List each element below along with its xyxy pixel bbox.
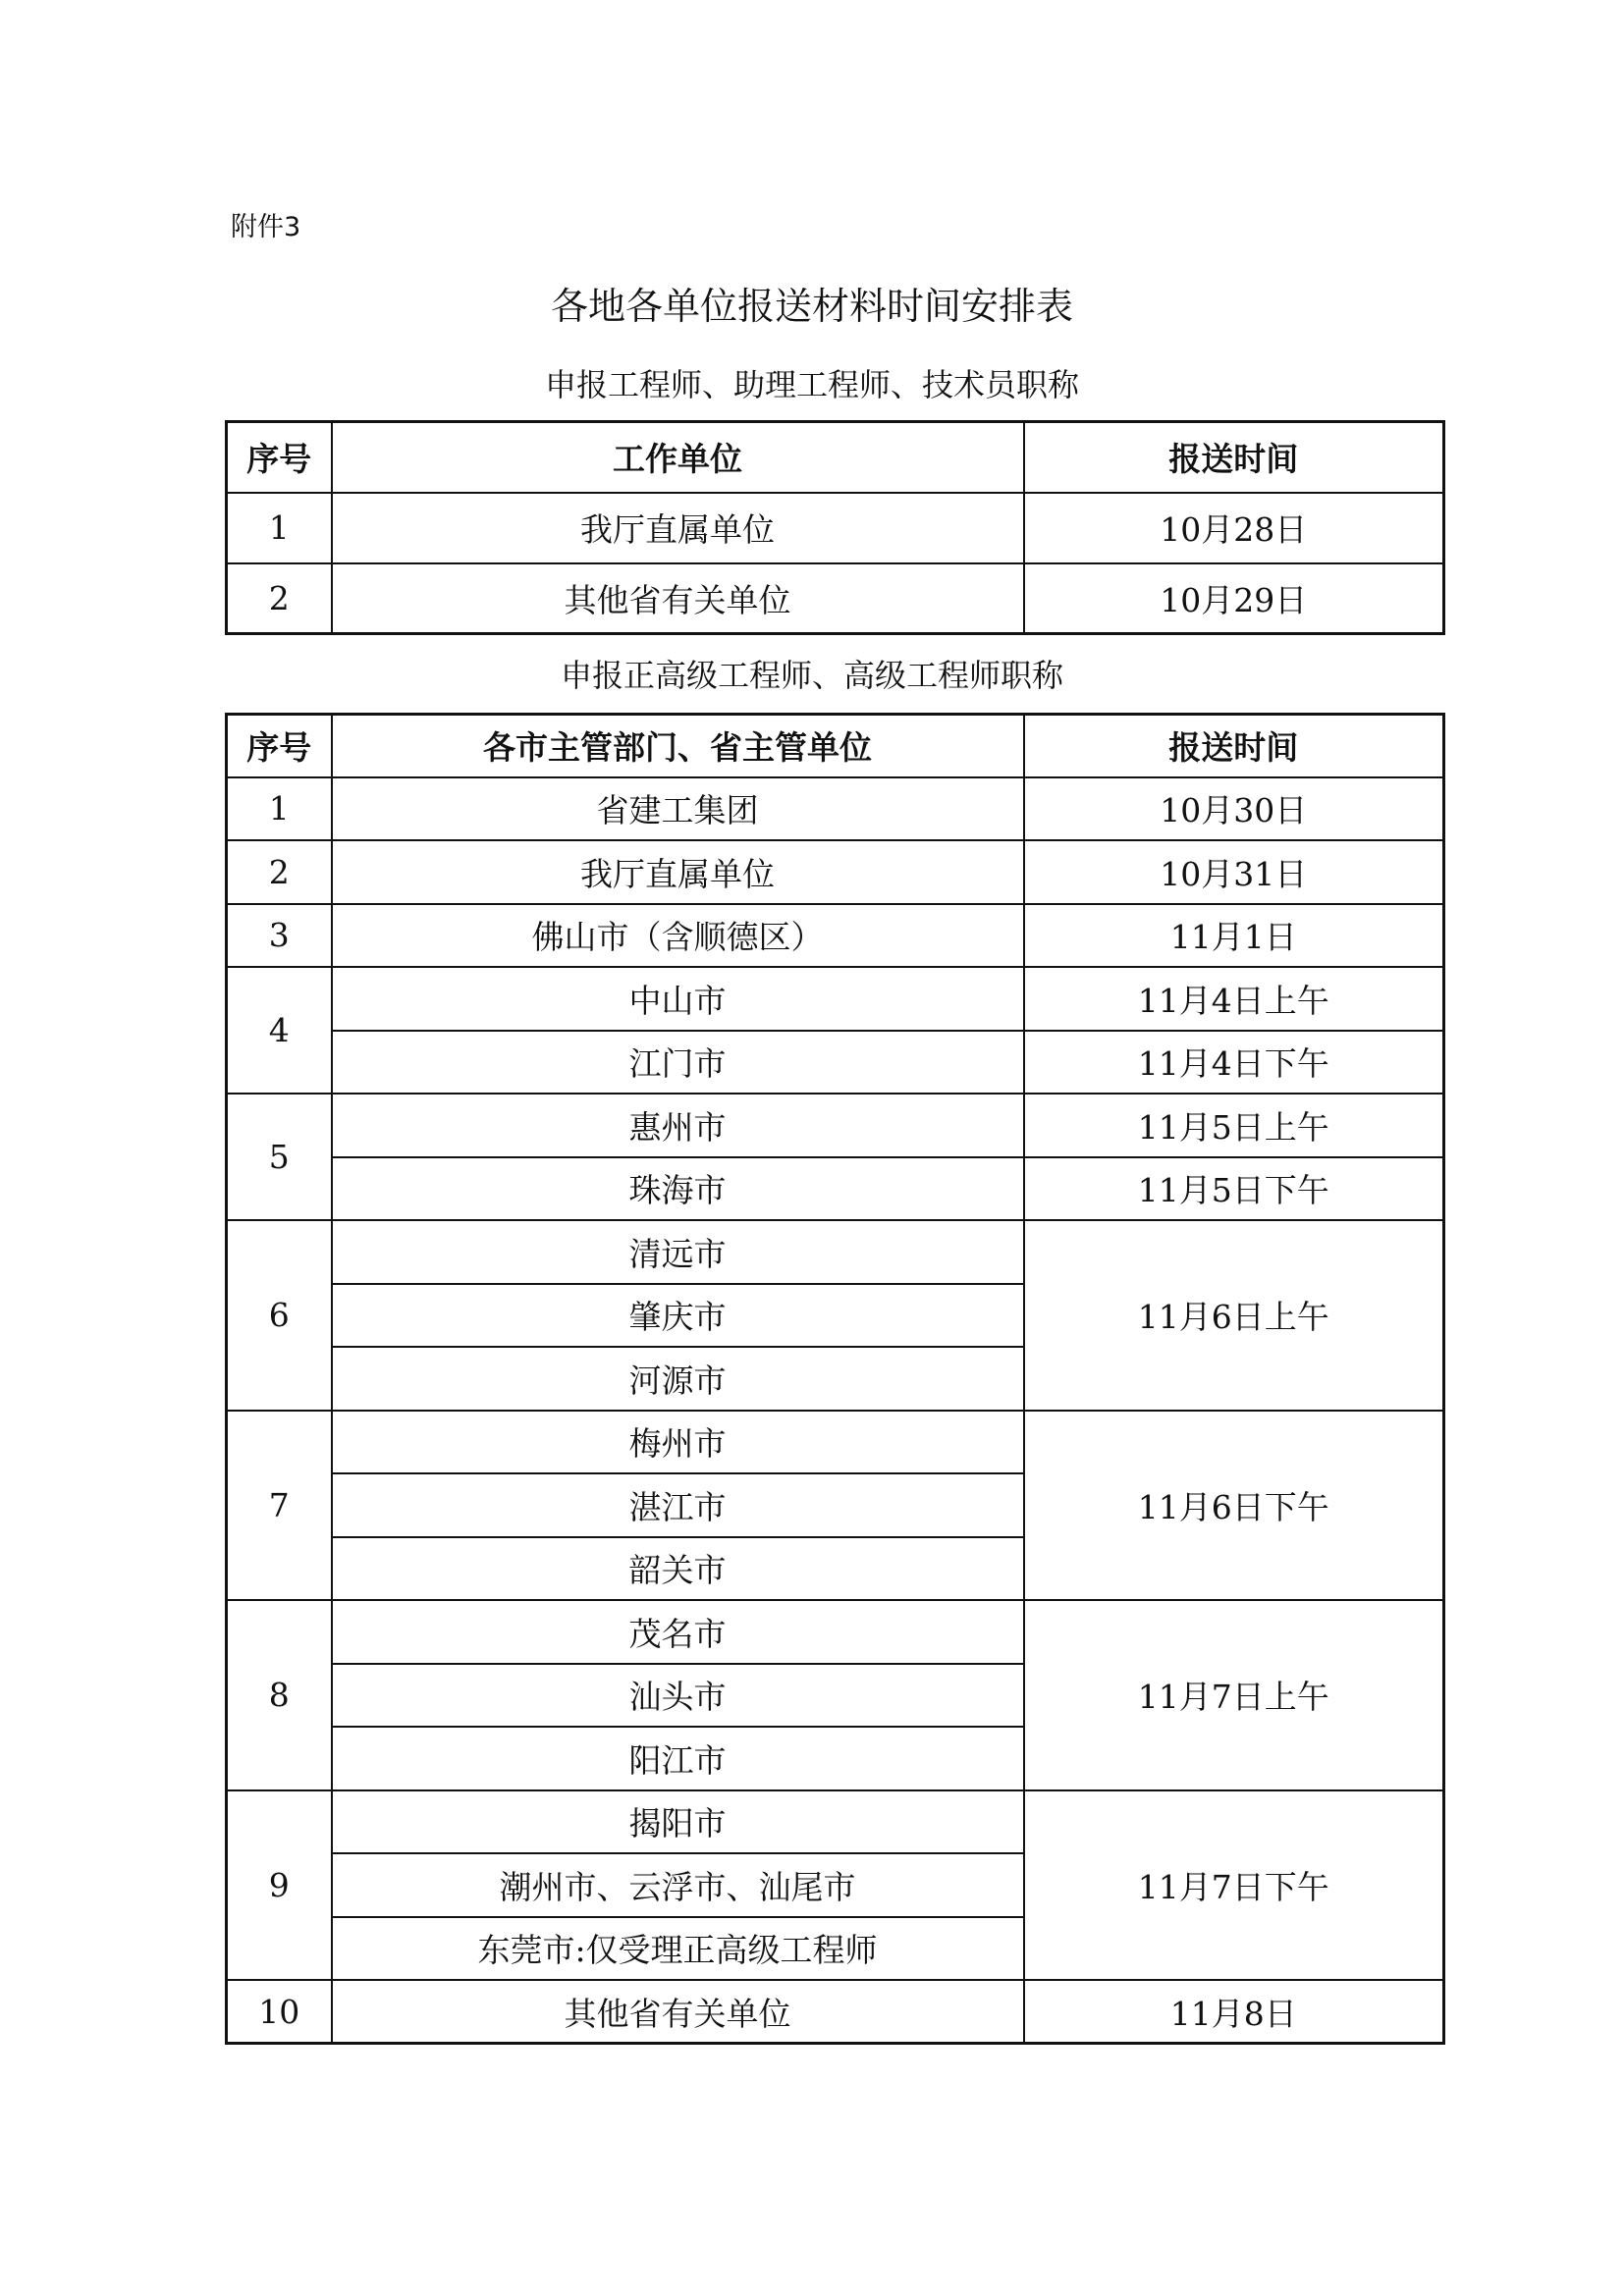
section-1-subtitle: 申报工程师、助理工程师、技术员职称 — [544, 366, 1079, 403]
row-unit: 河源市 — [332, 1347, 1024, 1411]
row-unit: 湛江市 — [332, 1473, 1024, 1537]
row-time: 10月29日 — [1024, 563, 1444, 634]
row-unit: 佛山市（含顺德区） — [332, 904, 1024, 968]
row-no: 10 — [227, 1980, 332, 2044]
row-no: 5 — [227, 1094, 332, 1220]
row-time: 11月6日下午 — [1024, 1411, 1444, 1601]
row-unit: 韶关市 — [332, 1537, 1024, 1601]
header-time: 报送时间 — [1024, 422, 1444, 493]
row-no: 1 — [227, 493, 332, 563]
row-no: 6 — [227, 1220, 332, 1411]
table-row — [227, 1600, 1444, 1664]
row-unit: 中山市 — [332, 967, 1024, 1031]
row-unit: 阳江市 — [332, 1727, 1024, 1790]
row-unit: 我厅直属单位 — [332, 840, 1024, 904]
row-no: 8 — [227, 1600, 332, 1790]
row-unit: 肇庆市 — [332, 1284, 1024, 1348]
row-time: 10月30日 — [1024, 777, 1444, 841]
table-row — [227, 493, 1444, 563]
header-unit: 工作单位 — [332, 422, 1024, 493]
row-unit: 省建工集团 — [332, 777, 1024, 841]
table-row — [227, 1790, 1444, 1854]
row-no: 2 — [227, 840, 332, 904]
header-time: 报送时间 — [1024, 715, 1444, 777]
table-row — [227, 1411, 1444, 1474]
row-unit: 珠海市 — [332, 1157, 1024, 1221]
table-row — [227, 1031, 1444, 1095]
row-time: 11月8日 — [1024, 1980, 1444, 2044]
row-time: 11月5日下午 — [1024, 1157, 1444, 1221]
row-time: 10月31日 — [1024, 840, 1444, 904]
table-row — [227, 563, 1444, 634]
header-unit: 各市主管部门、省主管单位 — [332, 715, 1024, 777]
table-header-row — [227, 422, 1444, 493]
row-no: 9 — [227, 1790, 332, 1981]
row-unit: 揭阳市 — [332, 1790, 1024, 1854]
row-no: 7 — [227, 1411, 332, 1601]
row-no: 4 — [227, 967, 332, 1094]
attachment-label: 附件3 — [231, 212, 301, 242]
row-unit: 汕头市 — [332, 1664, 1024, 1728]
row-unit: 其他省有关单位 — [332, 563, 1024, 634]
row-unit: 清远市 — [332, 1220, 1024, 1284]
table-row — [227, 840, 1444, 904]
row-unit: 江门市 — [332, 1031, 1024, 1095]
table-header-row — [227, 715, 1444, 777]
table-row — [227, 1980, 1444, 2044]
row-unit: 茂名市 — [332, 1600, 1024, 1664]
row-time: 11月1日 — [1024, 904, 1444, 968]
row-time: 10月28日 — [1024, 493, 1444, 563]
row-no: 2 — [227, 563, 332, 634]
row-no: 3 — [227, 904, 332, 968]
row-time: 11月4日下午 — [1024, 1031, 1444, 1095]
section-2-subtitle: 申报正高级工程师、高级工程师职称 — [560, 657, 1063, 694]
row-time: 11月6日上午 — [1024, 1220, 1444, 1411]
row-unit: 东莞市:仅受理正高级工程师 — [332, 1917, 1024, 1981]
row-no: 1 — [227, 777, 332, 841]
table-row — [227, 1157, 1444, 1221]
row-time: 11月7日下午 — [1024, 1790, 1444, 1981]
row-time: 11月5日上午 — [1024, 1094, 1444, 1157]
table-row — [227, 904, 1444, 968]
table-row — [227, 1094, 1444, 1157]
row-unit: 我厅直属单位 — [332, 493, 1024, 563]
engineer-schedule-table — [225, 420, 1445, 635]
row-time: 11月7日上午 — [1024, 1600, 1444, 1790]
header-no: 序号 — [227, 422, 332, 493]
document-title: 各地各单位报送材料时间安排表 — [550, 285, 1073, 328]
table-row — [227, 1220, 1444, 1284]
header-no: 序号 — [227, 715, 332, 777]
row-unit: 潮州市、云浮市、汕尾市 — [332, 1853, 1024, 1917]
row-unit: 其他省有关单位 — [332, 1980, 1024, 2044]
senior-engineer-schedule-table — [225, 713, 1445, 2045]
row-unit: 梅州市 — [332, 1411, 1024, 1474]
row-unit: 惠州市 — [332, 1094, 1024, 1157]
table-row — [227, 967, 1444, 1031]
row-time: 11月4日上午 — [1024, 967, 1444, 1031]
table-row — [227, 777, 1444, 841]
